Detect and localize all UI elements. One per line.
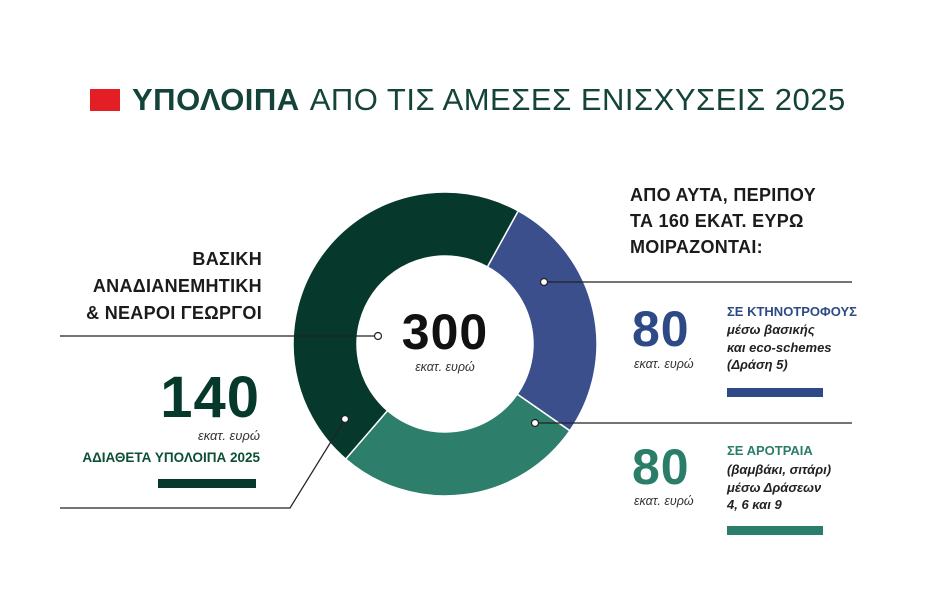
right-heading-line: ΜΟΙΡΑΖΟΝΤΑΙ:: [630, 237, 763, 257]
livestock-description: [727, 321, 832, 374]
left-accent-bar: [158, 479, 256, 488]
left-value: 140: [160, 365, 260, 430]
livestock-desc-line: (Δράση 5): [727, 357, 788, 372]
title-rest: ΑΠΟ ΤΙΣ ΑΜΕΣΕΣ ΕΝΙΣΧΥΣΕΙΣ 2025: [309, 82, 846, 117]
leader-dot-left-bottom: [342, 416, 349, 423]
livestock-desc-line: μέσω βασικής: [727, 322, 815, 337]
arable-value: 80: [632, 439, 690, 495]
livestock-accent-bar: [727, 388, 823, 397]
leader-dot-right-top: [541, 279, 548, 286]
arable-category: ΣΕ ΑΡΟΤΡΑΙΑ: [727, 443, 813, 458]
left-description: ΑΔΙΑΘΕΤΑ ΥΠΟΛΟΙΠΑ 2025: [82, 450, 260, 465]
leader-dot-right-bottom: [532, 420, 539, 427]
title-bold: ΥΠΟΛΟΙΠΑ: [132, 82, 300, 117]
center-total-value: 300: [401, 304, 489, 360]
livestock-desc-line: και eco-schemes: [727, 339, 832, 355]
arable-desc-line: (βαμβάκι, σιτάρι): [727, 462, 832, 477]
livestock-value: 80: [632, 301, 690, 357]
arable-description: [727, 461, 831, 514]
left-heading-line: & ΝΕΑΡΟΙ ΓΕΩΡΓΟΙ: [86, 303, 262, 323]
right-heading: [630, 182, 816, 260]
right-heading-line: ΤΑ 160 ΕΚΑΤ. ΕΥΡΩ: [630, 211, 804, 231]
center-total-unit: εκατ. ευρώ: [415, 360, 475, 374]
arable-desc-line: μέσω Δράσεων: [727, 479, 822, 495]
right-heading-line: ΑΠΟ ΑΥΤΑ, ΠΕΡΙΠΟΥ: [630, 185, 816, 205]
livestock-unit: εκατ. ευρώ: [634, 357, 694, 371]
left-unit: εκατ. ευρώ: [198, 428, 260, 443]
left-heading-line: ΑΝΑΔΙΑΝΕΜΗΤΙΚΗ: [92, 276, 262, 296]
left-heading: [86, 246, 262, 327]
left-heading-line: ΒΑΣΙΚΗ: [192, 249, 262, 269]
arable-unit: εκατ. ευρώ: [634, 494, 694, 508]
arable-accent-bar: [727, 526, 823, 535]
livestock-category: ΣΕ ΚΤΗΝΟΤΡΟΦΟΥΣ: [727, 304, 857, 319]
arable-desc-line: 4, 6 και 9: [727, 497, 782, 512]
